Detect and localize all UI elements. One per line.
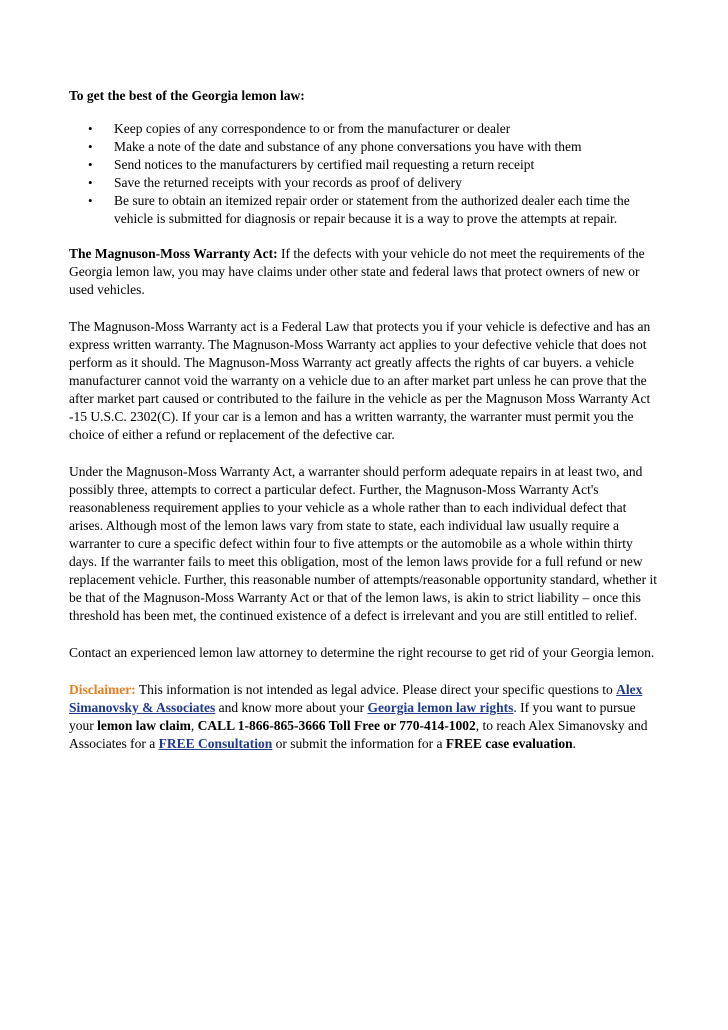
phone-call-text: CALL 1-866-865-3666 Toll Free or 770-414-1002 [197,718,476,733]
firm-link[interactable]: Alex Simanovsky & Associates [69,682,643,715]
document-body [69,87,661,772]
bullet-icon: • [88,193,93,208]
section-heading: To get the best of the Georgia lemon law: [69,88,305,103]
bullet-icon: • [88,175,93,190]
bullet-icon: • [88,121,93,136]
disclaimer-text: . [572,736,576,751]
repairs-paragraph: Under the Magnuson-Moss Warranty Act, a warranter should perform adequate repairs in at least two, and possibly three, attempts to correct a particular defect. Further, the Magnuson-Moss Warranty Act's reasonableness requirement applies to your vehicle as a whole rather than to each individual defect that arises. Although most of the lemon laws vary from state to state, each individual law usually require a warranter to cure a specific defect within four to five attempts or the automobile as a whole within thirty days. If the warranter fails to meet this obligation, most of the lemon laws provide for a full refund or new replacement vehicle. Further, this reasonable number of attempts/reasonable opportunity standard, whether it be that of the Magnuson-Moss Warranty Act or that of the lemon laws, is akin to strict liability – once this threshold has been met, the continued existence of a defect is irrelevant and you are still entitled to relief. [69,464,658,623]
disclaimer-text: This information is not intended as legal advice. Please direct your specific questions to [135,682,617,697]
tip-item [69,174,661,192]
contact-paragraph: Contact an experienced lemon law attorney to determine the right recourse to get rid of your Georgia lemon. [69,645,655,660]
tip-item [69,138,661,156]
disclaimer-paragraph [69,681,661,753]
tip-text: Save the returned receipts with your records as proof of delivery [114,175,462,190]
free-consultation-link[interactable]: FREE Consultation [158,736,273,751]
tip-item [69,156,661,174]
tip-text: Send notices to the manufacturers by certified mail requesting a return receipt [114,157,535,172]
lemon-law-rights-link[interactable]: Georgia lemon law rights [367,700,514,715]
tip-item [69,120,661,138]
bullet-icon: • [88,139,93,154]
magnuson-text: If the defects with your vehicle do not meet the requirements of the Georgia lemon law, you may have claims under other state and federal laws that protect owners of new or used vehicles. [69,246,645,297]
lemon-law-claim-text: lemon law claim [97,718,191,733]
tip-text: Make a note of the date and substance of any phone conversations you have with them [114,139,582,154]
disclaimer-text: or submit the information for a [272,736,446,751]
free-case-evaluation-text: FREE case evaluation [445,736,573,751]
disclaimer-text: , to reach Alex Simanovsky and Associates for a [69,718,648,751]
tip-text: Keep copies of any correspondence to or from the manufacturer or dealer [114,121,511,136]
tip-text: Be sure to obtain an itemized repair order or statement from the authorized dealer each time the vehicle is submitted for diagnosis or repair because it is a way to prove the attempts at repair. [114,193,630,226]
bullet-icon: • [88,157,93,172]
disclaimer-text: , [190,718,198,733]
federal-law-paragraph: The Magnuson-Moss Warranty act is a Federal Law that protects you if your vehicle is defective and has an express written warranty. The Magnuson-Moss Warranty act applies to your defective vehicle that does not perform as it should. The Magnuson-Moss Warranty act greatly affects the rights of car buyers. a vehicle manufacturer cannot void the warranty on a vehicle due to an after market part unless he can prove that the after market part caused or contributed to the failure in the vehicle as per the Magnuson Moss Warranty Act -15 U.S.C. 2302(C). If your car is a lemon and has a written warranty, the warranter must permit you the choice of either a refund or replacement of the defective car. [69,319,651,442]
magnuson-intro-paragraph [69,245,661,299]
disclaimer-label: Disclaimer: [69,682,136,697]
disclaimer-text: . If you want to pursue your [69,700,636,733]
tip-item [69,192,661,228]
magnuson-label: The Magnuson-Moss Warranty Act: [69,246,278,261]
disclaimer-text: and know more about your [215,700,368,715]
tips-list [69,120,661,228]
